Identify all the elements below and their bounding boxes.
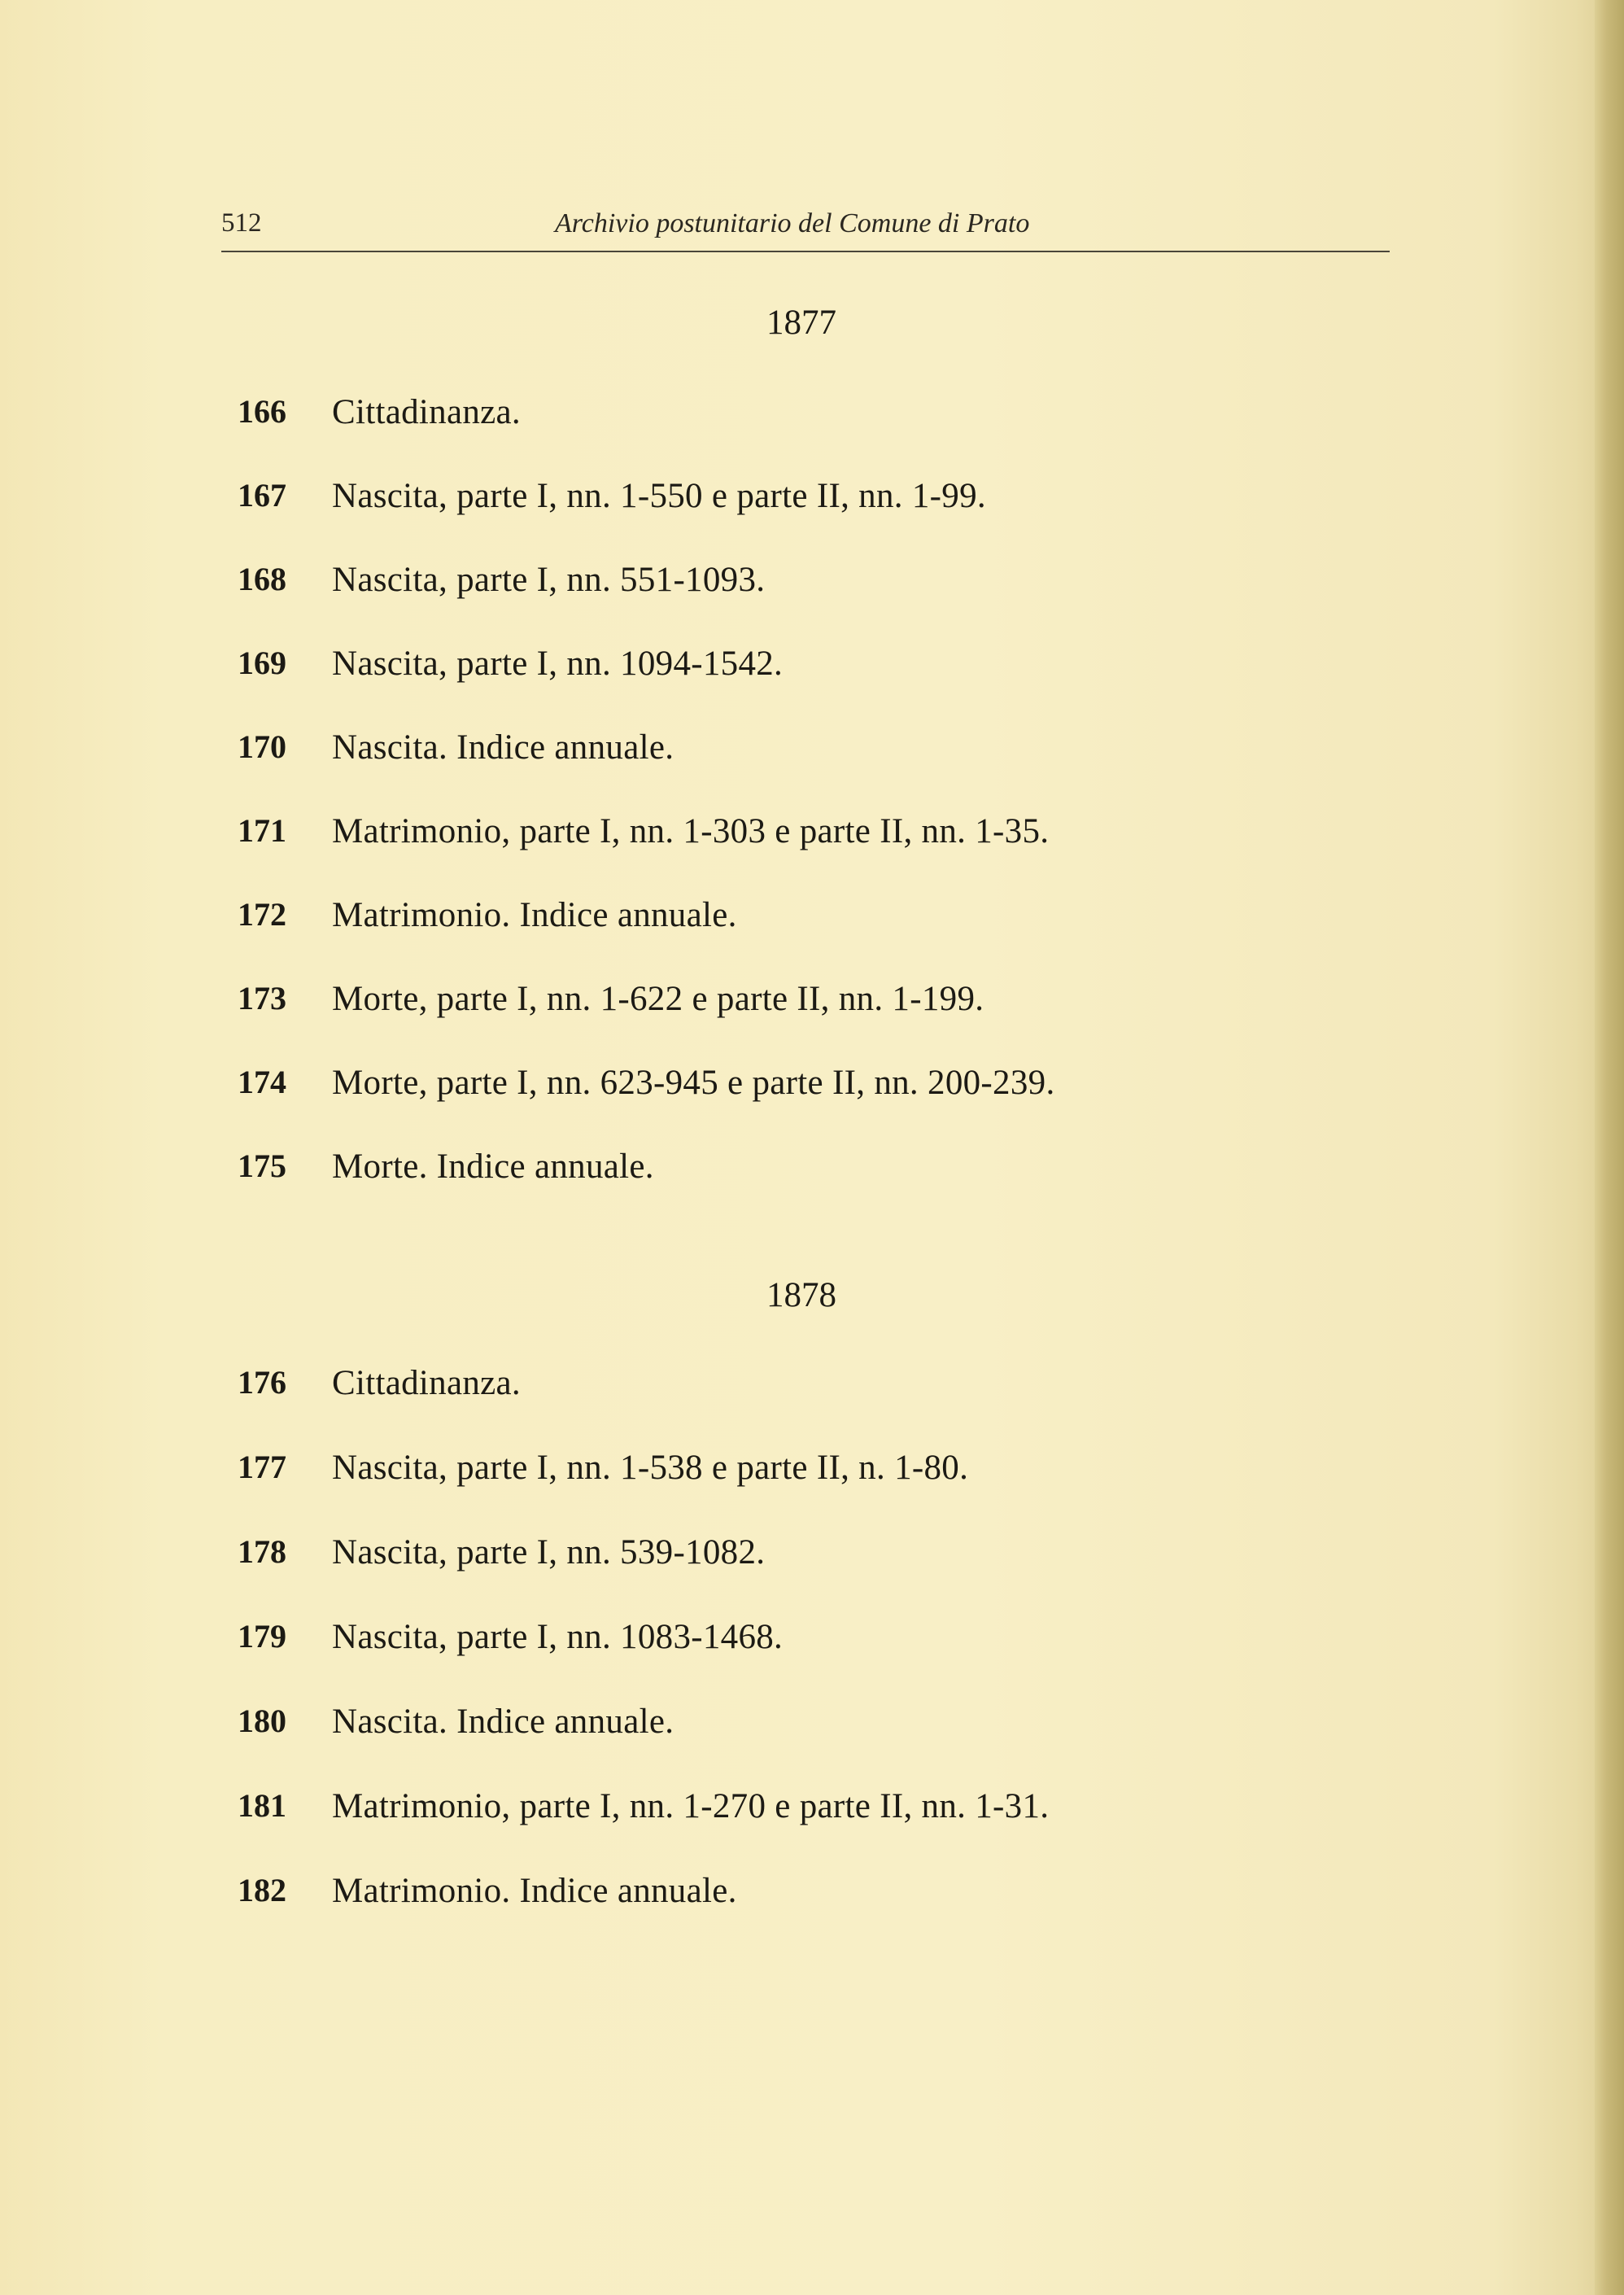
entry-description: Matrimonio, parte I, nn. 1-303 e parte II, nn. 1-35. (332, 812, 1050, 850)
entry-description: Nascita. Indice annuale. (332, 1703, 674, 1741)
entry-number: 177 (238, 1449, 286, 1485)
entry-number: 179 (238, 1618, 286, 1655)
entry-number: 170 (238, 728, 286, 765)
entry-number: 180 (238, 1703, 286, 1739)
entry-description: Morte, parte I, nn. 1-622 e parte II, nn. 1-199. (332, 980, 984, 1018)
section-year-1878: 1878 (766, 1276, 836, 1314)
entry-number: 181 (238, 1787, 286, 1824)
entry-description: Nascita. Indice annuale. (332, 728, 674, 767)
entry-number: 175 (238, 1148, 286, 1184)
entry-description: Matrimonio. Indice annuale. (332, 896, 737, 934)
entry-description: Nascita, parte I, nn. 1-550 e parte II, nn. 1-99. (332, 477, 986, 515)
section-year-1877: 1877 (766, 304, 836, 342)
running-title: Archivio postunitario del Comune di Prato (555, 208, 1030, 238)
entry-description: Morte. Indice annuale. (332, 1148, 654, 1186)
entry-description: Cittadinanza. (332, 393, 521, 431)
entry-description: Matrimonio. Indice annuale. (332, 1872, 737, 1910)
entry-description: Cittadinanza. (332, 1364, 521, 1402)
entry-number: 173 (238, 980, 286, 1016)
entry-description: Nascita, parte I, nn. 1-538 e parte II, n. 1-80. (332, 1449, 969, 1487)
entry-description: Nascita, parte I, nn. 1083-1468. (332, 1618, 784, 1656)
entry-description: Nascita, parte I, nn. 539-1082. (332, 1533, 766, 1572)
entry-description: Matrimonio, parte I, nn. 1-270 e parte II, nn. 1-31. (332, 1787, 1050, 1825)
entry-number: 169 (238, 645, 286, 681)
entry-number: 166 (238, 393, 286, 430)
entry-number: 167 (238, 477, 286, 514)
entry-number: 178 (238, 1533, 286, 1570)
entry-description: Morte, parte I, nn. 623-945 e parte II, nn. 200-239. (332, 1064, 1055, 1102)
entry-number: 174 (238, 1064, 286, 1100)
entry-description: Nascita, parte I, nn. 551-1093. (332, 561, 766, 599)
page-header (221, 203, 1390, 252)
entry-number: 182 (238, 1872, 286, 1908)
page-number: 512 (221, 208, 262, 238)
entry-number: 172 (238, 896, 286, 933)
entry-description: Nascita, parte I, nn. 1094-1542. (332, 645, 784, 683)
entry-number: 171 (238, 812, 286, 849)
entry-number: 168 (238, 561, 286, 597)
page-edge-shadow (1595, 0, 1624, 2295)
entry-number: 176 (238, 1364, 286, 1401)
